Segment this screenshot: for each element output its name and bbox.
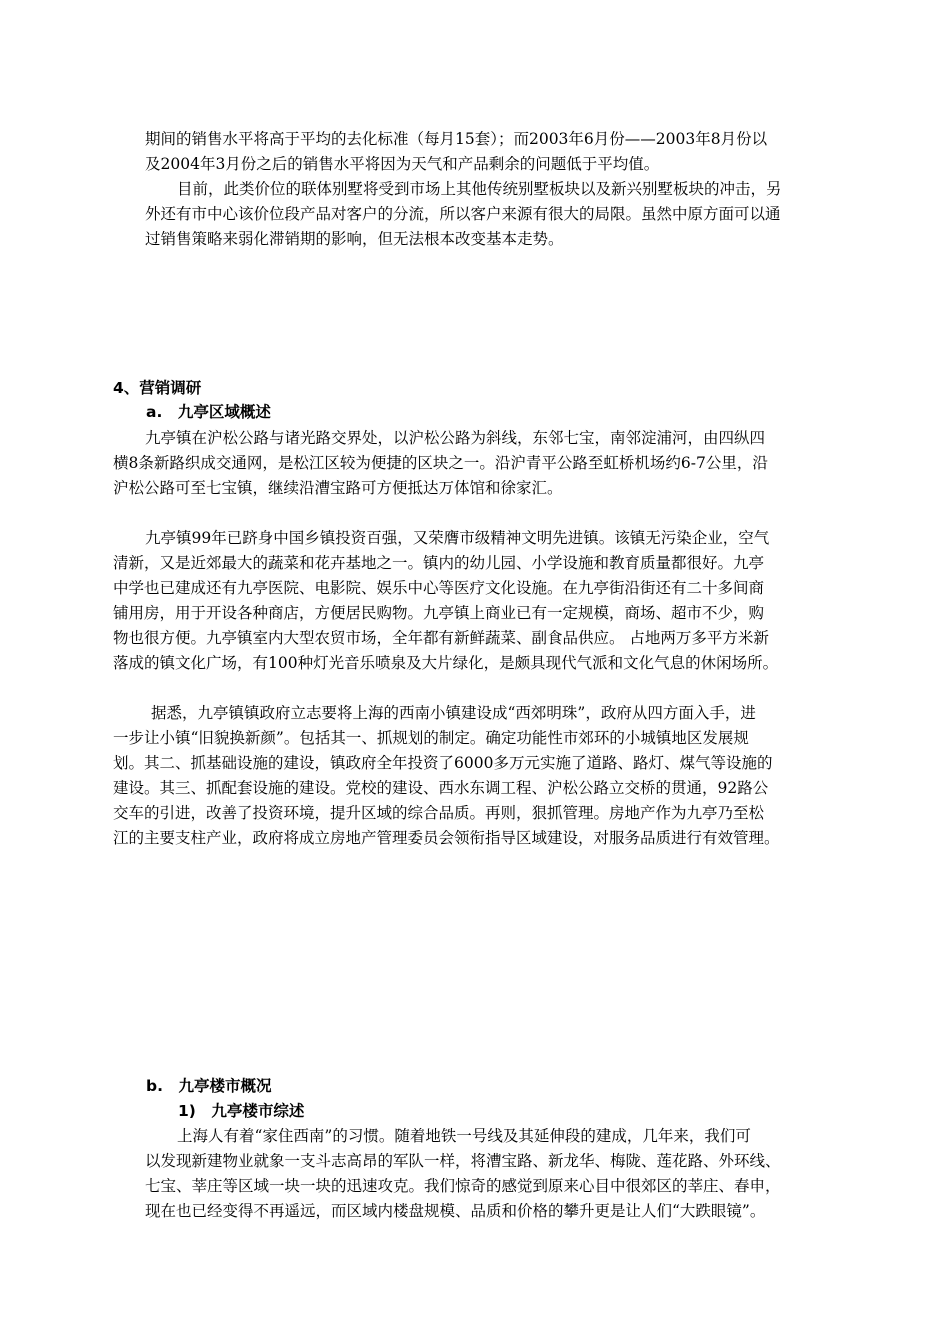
para-a2-line-1: 九亭镇99年已跻身中国乡镇投资百强，又荣膺市级精神文明先进镇。该镇无污染企业，空气: [145, 529, 770, 547]
para-a2-line-4: 铺用房，用于开设各种商店，方便居民购物。九亭镇上商业已有一定规模，商场、超市不少，购: [113, 604, 765, 622]
para-b1-line-3: 七宝、莘庄等区域一块一块的迅速攻克。我们惊奇的感觉到原来心目中很郊区的莘庄、春申，: [145, 1177, 781, 1195]
para-a2-line-6: 落成的镇文化广场，有100种灯光音乐喷泉及大片绿化，是颇具现代气派和文化气息的休闲场所。: [113, 654, 779, 672]
para-b1-line-2: 以发现新建物业就象一支斗志高昂的军队一样，将漕宝路、新龙华、梅陇、莲花路、外环线、: [145, 1152, 781, 1170]
para-a2-line-5: 物也很方便。九亭镇室内大型农贸市场，全年都有新鲜蔬菜、副食品供应。 占地两万多平方米新: [113, 629, 769, 647]
para-top-line-3: 目前，此类价位的联体别墅将受到市场上其他传统别墅板块以及新兴别墅板块的冲击，另: [177, 180, 782, 198]
para-b1-line-1: 上海人有着“家住西南”的习惯。随着地铁一号线及其延伸段的建成，几年来，我们可: [177, 1127, 751, 1145]
para-a3-line-2: 一步让小镇“旧貌换新颜”。包括其一、抓规划的制定。确定功能性市郊环的小城镇地区发展规: [113, 729, 749, 747]
para-a3-line-6: 江的主要支柱产业，政府将成立房地产管理委员会领衔指导区域建设，对服务品质进行有效管理。: [113, 829, 780, 847]
para-b1-line-4: 现在也已经变得不再遥远，而区域内楼盘规模、品质和价格的攀升更是让人们“大跌眼镜”。: [145, 1202, 766, 1220]
subsection-b-heading: b. 九亭楼市概况: [146, 1077, 272, 1095]
para-a3-line-1: 据悉，九亭镇镇政府立志要将上海的西南小镇建设成“西郊明珠”，政府从四方面入手，进: [151, 704, 756, 722]
para-a1-line-1: 九亭镇在沪松公路与诸光路交界处，以沪松公路为斜线，东邻七宝，南邻淀浦河，由四纵四: [145, 429, 766, 447]
para-a1-line-2: 横8条新路织成交通网，是松江区较为便捷的区块之一。沿沪青平公路至虹桥机场约6-7公里，沿: [113, 454, 768, 472]
subsection-b1-heading: 1) 九亭楼市综述: [178, 1102, 305, 1120]
para-a3-line-3: 划。其二、抓基础设施的建设，镇政府全年投资了6000多万元实施了道路、路灯、煤气等设施的: [113, 754, 773, 772]
section-4-heading: 4、营销调研: [113, 379, 202, 397]
para-a2-line-3: 中学也已建成还有九亭医院、电影院、娱乐中心等医疗文化设施。在九亭街沿街还有二十多间商: [113, 579, 765, 597]
para-a3-line-4: 建设。其三、抓配套设施的建设。党校的建设、西水东调工程、沪松公路立交桥的贯通，92路公: [113, 779, 769, 797]
para-a1-line-3: 沪松公路可至七宝镇，继续沿漕宝路可方便抵达万体馆和徐家汇。: [113, 479, 563, 497]
subsection-a-heading: a. 九亭区域概述: [146, 403, 271, 421]
para-a3-line-5: 交车的引进，改善了投资环境，提升区域的综合品质。再则，狠抓管理。房地产作为九亭乃至松: [113, 804, 765, 822]
para-a2-line-2: 清新，又是近郊最大的蔬菜和花卉基地之一。镇内的幼儿园、小学设施和教育质量都很好。九亭: [113, 554, 765, 572]
para-top-line-1: 期间的销售水平将高于平均的去化标准（每月15套）；而2003年6月份——2003年8月份以: [145, 130, 768, 148]
para-top-line-4: 外还有市中心该价位段产品对客户的分流，所以客户来源有很大的局限。虽然中原方面可以通: [145, 205, 781, 223]
para-top-line-5: 过销售策略来弱化滞销期的影响，但无法根本改变基本走势。: [145, 230, 564, 248]
para-top-line-2: 及2004年3月份之后的销售水平将因为天气和产品剩余的问题低于平均值。: [145, 155, 660, 173]
